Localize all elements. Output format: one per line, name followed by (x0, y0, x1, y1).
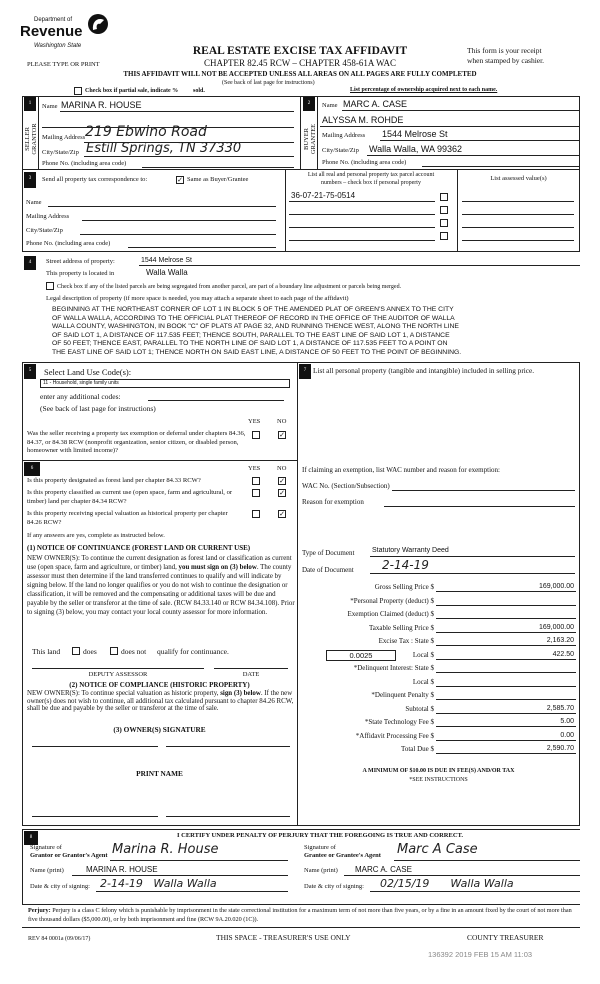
corr-phone-field[interactable] (128, 247, 276, 248)
segregated-checkbox[interactable] (46, 282, 54, 290)
buyer-name-field[interactable]: MARC A. CASE (343, 99, 408, 109)
underline (320, 126, 580, 127)
fee-value[interactable]: 5.00 (560, 718, 574, 725)
print-name-field-2[interactable] (166, 816, 290, 817)
divider (297, 362, 298, 826)
current-use-yes-checkbox[interactable] (252, 489, 260, 497)
underline (72, 875, 288, 876)
seller-city-label: City/State/Zip (42, 149, 79, 156)
same-as-buyer-label: Same as Buyer/Grantee (187, 176, 249, 183)
forest-question: Is this property designated as forest land per chapter 84.33 RCW? (27, 477, 201, 484)
fee-underline (436, 713, 576, 714)
fee-value[interactable]: 169,000.00 (538, 583, 574, 590)
owner-signature-field-1[interactable] (32, 746, 158, 747)
fee-label: *Delinquent Penalty $ (371, 691, 434, 699)
fee-underline (436, 591, 576, 592)
underline (96, 891, 288, 892)
assessed-value-4[interactable] (462, 240, 574, 241)
seller-name-field[interactable]: MARINA R. HOUSE (61, 100, 142, 110)
historic-no-checkbox[interactable]: ✓ (279, 510, 285, 518)
grantee-name-label: Name (print) (304, 867, 338, 874)
correspondence-label: Send all property tax correspondence to: (42, 176, 148, 183)
fee-underline (436, 686, 576, 687)
assessed-header: List assessed value(s) (490, 175, 547, 182)
reason-field[interactable] (384, 506, 575, 507)
grantor-date-label: Date & city of signing: (30, 883, 90, 890)
receipt-note-2: when stamped by cashier. (467, 56, 545, 65)
buyer-name-label: Name (322, 102, 338, 109)
section-badge-5: 5 (24, 364, 36, 379)
does-label: does (83, 647, 97, 656)
notice2-text-a: NEW OWNER(S): To continue special valuation as historic property, (27, 690, 221, 697)
no-header: NO (277, 465, 287, 472)
current-use-question: Is this property classified as current use (open space, farm and agricultural, or timber) land per chapter 84.34 RCW? (27, 489, 233, 505)
grantee-sig-label-1: Signature of (304, 844, 336, 851)
segregated-label: Check box if any of the listed parcels are being segregated from another parcel, are part of a boundary line adjustment or parcels being merged. (57, 284, 402, 290)
please-type: PLEASE TYPE OR PRINT (27, 61, 100, 68)
fee-value[interactable]: 2,163.20 (546, 637, 574, 644)
fee-label: Taxable Selling Price $ (368, 623, 434, 632)
buyer-grantee-label: BUYER GRANTEE (303, 123, 317, 155)
underline (380, 140, 580, 141)
grantor-name-field[interactable]: MARINA R. HOUSE (86, 865, 158, 874)
buyer-city-label: City/State/Zip (322, 147, 359, 154)
perjury-text: Perjury is a class C felony which is punishable by imprisonment in the state correctional institution for a maximum term of not more than five years, or by a fine in an amount fixed by the court of not more than five thousand dollars ($5,000.00), or by both imprisonment and fine (RCW 9A.20.020 (1C)). (28, 907, 572, 923)
grantee-date-label: Date & city of signing: (304, 883, 364, 890)
parcel-number-1[interactable]: 36-07-21-75-0514 (291, 191, 356, 200)
buyer-mailing-label: Mailing Address (322, 132, 366, 139)
grantee-date-field[interactable]: 02/15/19 Walla Walla (380, 877, 514, 890)
revenue-logo-icon (86, 11, 110, 37)
corr-city-field[interactable] (80, 234, 276, 235)
notice2-title: (2) NOTICE OF COMPLIANCE (HISTORIC PROPERTY) (69, 681, 250, 689)
same-as-buyer-checkbox[interactable]: ✓ (177, 176, 183, 184)
yes-header: YES (248, 465, 261, 472)
fee-value[interactable]: 2,585.70 (546, 704, 574, 712)
fee-value[interactable]: 0.00 (560, 731, 574, 739)
grantee-sig-label-2: Grantee or Grantee's Agent (304, 852, 381, 859)
exemption-yes-checkbox[interactable] (252, 431, 260, 439)
parcel-header-2: numbers – check box if personal property (321, 180, 421, 186)
print-name-title: PRINT NAME (136, 769, 183, 778)
street-label: Street address of property: (46, 258, 115, 265)
divider (22, 460, 297, 461)
historic-yes-checkbox[interactable] (252, 510, 260, 518)
fee-value[interactable]: 169,000.00 (538, 623, 574, 631)
underline (367, 155, 580, 156)
section-badge-1: 1 (24, 97, 36, 111)
fee-label: Exemption Claimed (deduct) $ (347, 610, 434, 618)
fee-label: Total Due $ (401, 745, 434, 753)
section-badge-4: 4 (24, 256, 36, 270)
section-badge-3: 3 (24, 172, 36, 188)
form-chapter: CHAPTER 82.45 RCW – CHAPTER 458-61A WAC (204, 58, 396, 68)
minimum-note: A MINIMUM OF $10.00 IS DUE IN FEE(S) AND/OR TAX (362, 768, 515, 774)
forest-yes-checkbox[interactable] (252, 477, 260, 485)
personal-property-checkbox-3[interactable] (440, 219, 448, 227)
notice2-text-b: . If the new owner(s) does not wish to continue, all additional tax calculated pursuant to chapter 84.26 RCW, shall be due and payable by the seller or transferor at the time of sale. (27, 690, 294, 713)
legal-line: OF 50 FEET; THENCE EAST, PARALLEL TO THE NORTH LINE OF SAID LOT 1, A DISTANCE OF 117.535 FEET TO A POINT ON (52, 340, 448, 347)
buyer-name2-field[interactable]: ALYSSA M. ROHDE (322, 115, 404, 125)
section-badge-7: 7 (299, 364, 311, 379)
personal-property-label: List all personal property (tangible and intangible) included in selling price. (313, 366, 535, 375)
receipt-note-1: This form is your receipt (467, 46, 542, 55)
located-field[interactable]: Walla Walla (146, 268, 188, 277)
seller-name-label: Name (42, 103, 58, 110)
owner-signature-field-2[interactable] (166, 746, 290, 747)
fee-label: *Personal Property (deduct) $ (350, 596, 434, 605)
assessed-value-1[interactable] (462, 201, 574, 202)
fee-underline (436, 659, 576, 660)
grantee-name-field[interactable]: MARC A. CASE (355, 865, 412, 874)
land-use-select[interactable]: 11 - Household, single family units (40, 379, 290, 388)
seller-mailing-label: Mailing Address (42, 134, 86, 141)
does-not-checkbox[interactable] (110, 647, 118, 655)
grantor-signature[interactable]: Marina R. House (112, 842, 219, 857)
legal-line: BEGINNING AT THE NORTHEAST CORNER OF LOT 1 IN BLOCK 5 OF THE AMENDED PLAT OF GREEN'S ANNEX TO THE CITY (52, 306, 454, 313)
land-use-label: Select Land Use Code(s): (44, 367, 132, 377)
deputy-assessor-label: DEPUTY ASSESSOR (88, 671, 148, 678)
percentage-note: List percentage of ownership acquired next to each name. (350, 87, 498, 93)
underline (394, 860, 580, 861)
fee-underline (436, 740, 576, 741)
underline (60, 111, 294, 112)
legal-line: OF WALLA WALLA, ACCORDING TO THE OFFICIAL PLAT THEREOF OF RECORD IN THE OFFICE OF THE AUDITOR OF WALLA (52, 314, 455, 322)
assessed-value-2[interactable] (462, 214, 574, 215)
underline (344, 875, 580, 876)
notice1-text-a: NEW OWNER(S): To continue the current designation as forest land or classification as current use (open space, farm and agriculture, or timber) land, (27, 555, 292, 571)
print-name-field-1[interactable] (32, 816, 158, 817)
fee-value[interactable]: 422.50 (552, 650, 574, 658)
buyer-mailing-field[interactable]: 1544 Melrose St (382, 129, 448, 139)
land-use-see-back: (See back of last page for instructions) (40, 404, 156, 413)
fee-underline (436, 645, 576, 646)
underline (289, 201, 435, 202)
deputy-assessor-signature[interactable] (32, 668, 204, 669)
see-back: (See back of last page for instructions) (222, 80, 315, 86)
legal-line: WALLA COUNTY, WASHINGTON, IN BOOK "C" OF PLATS AT PAGE 32, AND RUNNING THENCE WEST, ALONG THE NORTH LINE (52, 323, 459, 330)
fee-underline (436, 632, 576, 633)
fee-label: Subtotal $ (405, 704, 434, 713)
logo-revenue: Revenue (20, 23, 83, 40)
street-field[interactable]: 1544 Melrose St (141, 257, 192, 264)
perjury-bold: Perjury: (28, 907, 51, 914)
forest-no-checkbox[interactable]: ✓ (279, 477, 285, 485)
additional-codes-field[interactable] (148, 400, 284, 401)
section-badge-6: 6 (24, 462, 40, 476)
notice2-text-bold: sign (3) below (220, 690, 261, 697)
corr-mailing-label: Mailing Address (26, 213, 70, 220)
treasurer-stamp: 136392 2019 FEB 15 AM 11:03 (428, 950, 533, 959)
buyer-phone-label: Phone No. (including area code) (322, 159, 407, 166)
personal-property-checkbox-2[interactable] (440, 206, 448, 214)
doc-type-field[interactable]: Statutory Warranty Deed (372, 547, 449, 554)
doc-date-label: Date of Document (302, 566, 354, 574)
does-not-label: does not (121, 647, 147, 656)
fee-label: Local $ (412, 677, 434, 686)
fee-label: Gross Selling Price $ (374, 583, 434, 591)
this-land-label: This land (32, 647, 61, 656)
parcel-header-1: List all real and personal property tax parcel account (307, 172, 435, 178)
underline (370, 573, 575, 574)
divider (22, 904, 580, 905)
grantor-date-field[interactable]: 2-14-19 Walla Walla (100, 877, 217, 890)
underline (139, 265, 580, 266)
exemption-label: If claiming an exemption, list WAC number and reason for exemption: (302, 466, 500, 474)
yes-header: YES (248, 418, 261, 425)
reason-label: Reason for exemption (302, 498, 364, 506)
seller-city-field[interactable]: Estill Springs, TN 37330 (86, 141, 242, 156)
corr-mailing-field[interactable] (82, 220, 276, 221)
logo-state: Washington State (34, 43, 82, 49)
fee-label: Excise Tax : State $ (378, 637, 434, 645)
seller-phone-label: Phone No. (including area code) (42, 160, 127, 167)
warning: THIS AFFIDAVIT WILL NOT BE ACCEPTED UNLESS ALL AREAS ON ALL PAGES ARE FULLY COMPLETED (123, 70, 477, 78)
does-checkbox[interactable] (72, 647, 80, 655)
current-use-no-checkbox[interactable]: ✓ (279, 489, 285, 497)
seller-phone-field (142, 167, 294, 168)
form-revision: REV 84 0001a (09/06/17) (28, 936, 91, 942)
date-label: DATE (242, 671, 260, 678)
located-label: This property is located in (46, 270, 115, 277)
seller-grantor-label: SELLER GRANTOR (24, 123, 38, 155)
historic-question: Is this property receiving special valuation as historical property per chapter 84.26 RCW? (27, 510, 228, 526)
buyer-phone-field (422, 166, 580, 167)
corr-phone-label: Phone No. (including area code) (26, 240, 111, 247)
no-header: NO (277, 418, 287, 425)
deputy-date-field[interactable] (214, 668, 288, 669)
fee-underline (436, 753, 576, 754)
underline (342, 110, 580, 111)
personal-property-checkbox-4[interactable] (440, 232, 448, 240)
corr-city-label: City/State/Zip (26, 227, 63, 234)
legal-line: THE EAST LINE OF SAID LOT 1; THENCE NORTH ON SAID EAST LINE, A DISTANCE OF 50 FEET TO THE POINT OF BEGINNING. (52, 348, 462, 356)
sold-label: sold. (193, 88, 205, 94)
doc-date-field[interactable]: 2-14-19 (382, 558, 429, 572)
certify-title: I CERTIFY UNDER PENALTY OF PERJURY THAT THE FOREGOING IS TRUE AND CORRECT. (176, 832, 463, 839)
grantor-sig-label-2: Grantor or Grantor's Agent (30, 852, 108, 859)
underline (370, 556, 575, 557)
owner-signature-title: (3) OWNER(S) SIGNATURE (113, 725, 206, 734)
partial-sale-label: Check box if partial sale, indicate % (85, 88, 179, 94)
exemption-no-checkbox[interactable]: ✓ (279, 431, 285, 439)
fee-value[interactable]: 2,590.70 (546, 745, 574, 752)
legal-label: Legal description of property (if more space is needed, you may attach a separate sheet to each page of the affidavit) (46, 295, 349, 302)
parcel-number-3[interactable] (289, 227, 435, 228)
doc-type-label: Type of Document (302, 549, 355, 557)
fee-underline (436, 726, 576, 727)
fee-label: *Affidavit Processing Fee $ (355, 731, 434, 740)
notice1-text (27, 554, 295, 617)
fee-underline (436, 605, 576, 606)
partial-sale-checkbox[interactable] (74, 87, 82, 95)
form-title: REAL ESTATE EXCISE TAX AFFIDAVIT (192, 45, 408, 57)
divider (22, 927, 580, 928)
corr-name-label: Name (26, 199, 42, 206)
grantor-sig-label-1: Signature of (30, 844, 62, 851)
notice1-text-b: . The county assessor must then determine if the land transferred continues to qualify and will indicate by signing below. If the land no longer qualifies or you do not wish to continue the designation or classification, it will be removed and the compensating or additional taxes will be due and payable by the seller or transferor at the time of sale. (RCW 84.33.140 or RCW 84.34.108). Prior to signing (3) below, you may contact your local county assessor for more information. (27, 564, 295, 616)
local-rate-field[interactable]: 0.0025 (326, 650, 396, 661)
additional-codes-label: enter any additional codes: (40, 392, 121, 401)
buyer-city-field[interactable]: Walla Walla, WA 99362 (369, 144, 463, 154)
exemption-question: Was the seller receiving a property tax exemption or deferral under chapters 84.36, 84.37, or 84.38 RCW (nonprofit organization, senior citizen, or disabled person, homeowner with limited income)? (27, 430, 246, 454)
legal-line: OF SAID LOT 1, A DISTANCE OF 117.535 FEET; THENCE SOUTH, PARALLEL TO THE EAST LINE OF SAID LOT 1, A DISTANCE (52, 331, 450, 339)
underline (84, 156, 294, 157)
notice1-text-bold: you must sign on (3) below (178, 564, 257, 571)
divider (22, 169, 580, 170)
treasurer-use: THIS SPACE - TREASURER'S USE ONLY (216, 933, 351, 942)
fee-underline (436, 672, 576, 673)
divider (300, 96, 301, 169)
grantee-signature[interactable]: Marc A Case (397, 842, 478, 857)
perjury-note (28, 906, 580, 924)
notice1-title: (1) NOTICE OF CONTINUANCE (FOREST LAND OR CURRENT USE) (27, 544, 251, 552)
parcel-number-2[interactable] (289, 214, 435, 215)
fee-underline (436, 618, 576, 619)
underline (110, 860, 288, 861)
personal-property-checkbox-1[interactable] (440, 193, 448, 201)
county-treasurer: COUNTY TREASURER (467, 933, 544, 942)
see-instructions: *SEE INSTRUCTIONS (409, 777, 468, 783)
wac-label: WAC No. (Section/Subsection) (302, 482, 390, 490)
corr-name-field[interactable] (48, 206, 276, 207)
assessed-value-3[interactable] (462, 227, 574, 228)
qualify-label: qualify for continuance. (157, 647, 229, 656)
if-yes-note: If any answers are yes, complete as instructed below. (27, 532, 165, 539)
fee-underline (436, 699, 576, 700)
logo-dept: Department of (34, 17, 73, 23)
seller-mailing-field[interactable]: 219 Ebwino Road (85, 124, 207, 140)
parcel-number-4[interactable] (289, 240, 435, 241)
fee-label: *Delinquent Interest: State $ (353, 664, 434, 672)
grantor-name-label: Name (print) (30, 867, 64, 874)
notice2-text (27, 690, 295, 713)
fee-label: Local $ (412, 650, 434, 659)
wac-field[interactable] (392, 490, 575, 491)
section-badge-2: 2 (303, 97, 315, 111)
underline (370, 891, 580, 892)
fee-label: *State Technology Fee $ (364, 718, 434, 726)
section-badge-8: 8 (24, 831, 38, 845)
